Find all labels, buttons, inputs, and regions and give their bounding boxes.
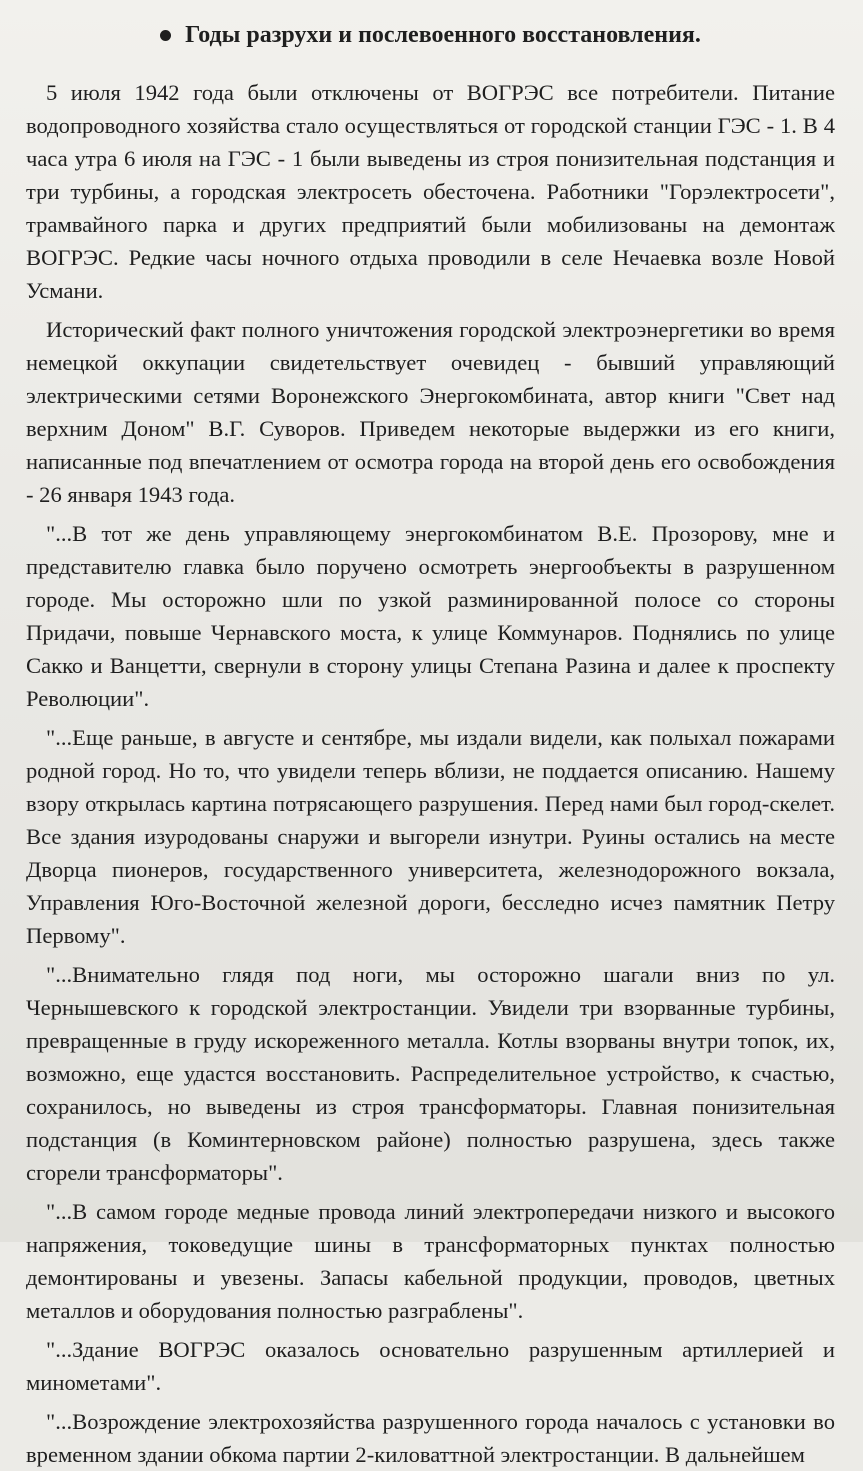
paragraph-3: "...В тот же день управляющему энергокомбинатом В.Е. Прозорову, мне и представителю главка было поручено осмотреть энергообъекты в разрушенном городе. Мы осторожно шли по узкой разминированной полосе со стороны Придачи, повыше Чернавского моста, к улице Коммунаров. Поднялись по улице Сакко и Ванцетти, свернули в сторону улицы Степана Разина и далее к проспекту Революции". xyxy=(26,521,835,711)
paragraph-8: "...Возрождение электрохозяйства разрушенного города началось с установки во временном здании обкома партии 2-киловаттной электростанции. В дальнейшем xyxy=(26,1409,835,1467)
paragraph-5: "...Внимательно глядя под ноги, мы осторожно шагали вниз по ул. Чернышевского к городской электростанции. Увидели три взорванные турбины, превращенные в груду искореженного металла. Котлы взорваны внутри топок, их, возможно, еще удастся восстановить. Распределительное устройство, к счастью, сохранилось, но выведены из строя трансформаторы. Главная понизительная подстанция (в Коминтерновском районе) полностью разрушена, здесь также сгорели трансформаторы". xyxy=(26,962,835,1185)
bullet-icon xyxy=(160,30,171,41)
paragraph-4: "...Еще раньше, в августе и сентябре, мы издали видели, как полыхал пожарами родной город. Но то, что увидели теперь вблизи, не поддается описанию. Нашему взору открылась картина потрясающего разрушения. Перед нами был город-скелет. Все здания изуродованы снаружи и выгорели изнутри. Руины остались на месте Дворца пионеров, государственного университета, железнодорожного вокзала, Управления Юго-Восточной железной дороги, бесследно исчез памятник Петру Первому". xyxy=(26,725,835,948)
section-heading xyxy=(26,18,835,52)
paragraph-6: "...В самом городе медные провода линий электропередачи низкого и высокого напряжения, токоведущие шины в трансформаторных пунктах полностью демонтированы и увезены. Запасы кабельной продукции, проводов, цветных металлов и оборудования полностью разграблены". xyxy=(26,1199,835,1323)
paragraph-7: "...Здание ВОГРЭС оказалось основательно разрушенным артиллерией и минометами". xyxy=(26,1337,835,1395)
paragraph-2: Исторический факт полного уничтожения городской электроэнергетики во время немецкой оккупации свидетельствует очевидец - бывший управляющий электрическими сетями Воронежского Энергокомбината, автор книги "Свет над верхним Доном" В.Г. Суворов. Приведем некоторые выдержки из его книги, написанные под впечатлением от осмотра города на второй день его освобождения - 26 января 1943 года. xyxy=(26,317,835,507)
section-heading-text: Годы разрухи и послевоенного восстановления. xyxy=(185,22,701,48)
paragraph-1: 5 июля 1942 года были отключены от ВОГРЭС все потребители. Питание водопроводного хозяйства стало осуществляться от городской станции ГЭС - 1. В 4 часа утра 6 июля на ГЭС - 1 были выведены из строя понизительная подстанция и три турбины, а городская электросеть обесточена. Работники "Горэлектросети", трамвайного парка и других предприятий были мобилизованы на демонтаж ВОГРЭС. Редкие часы ночного отдыха проводили в селе Нечаевка возле Новой Усмани. xyxy=(26,80,835,303)
